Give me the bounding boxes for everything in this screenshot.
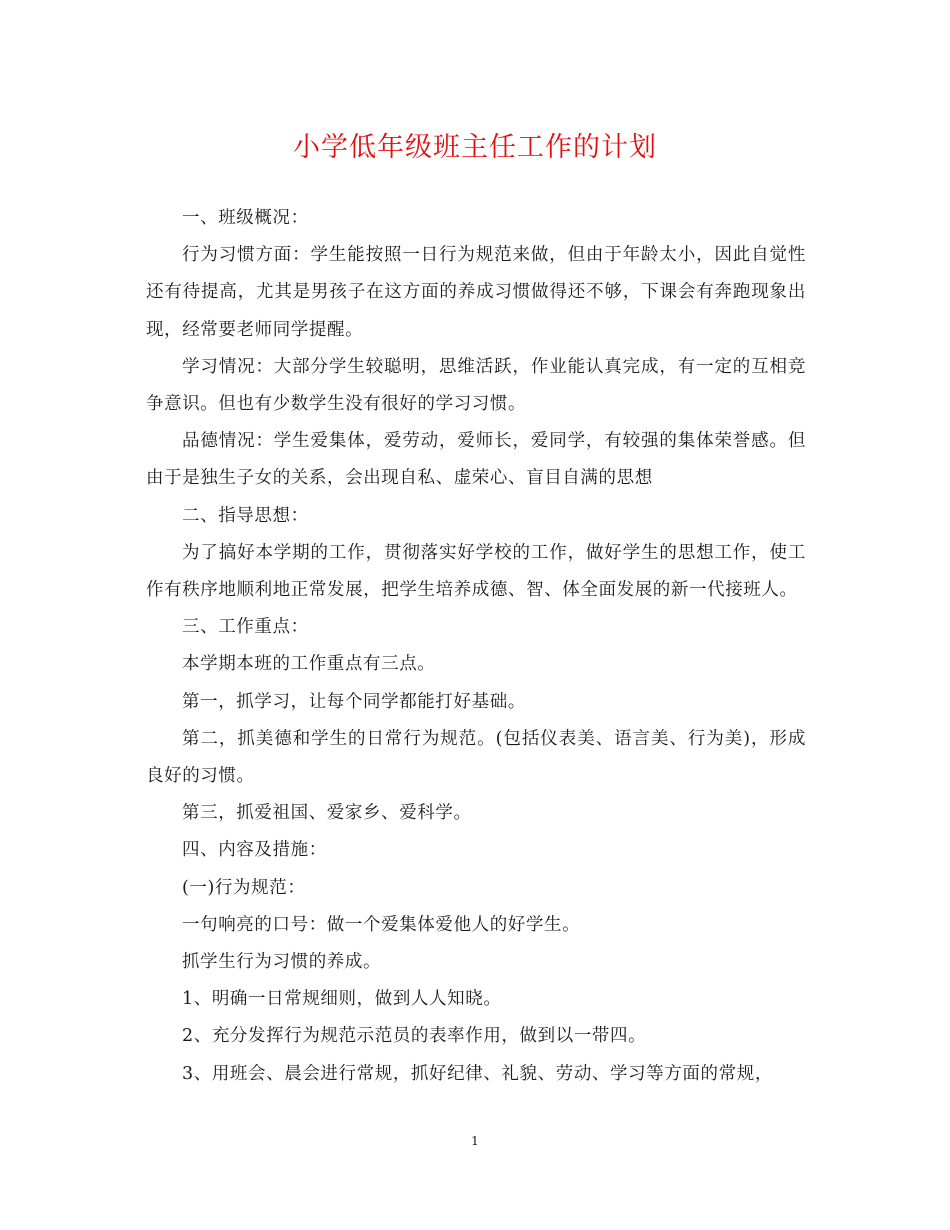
paragraph-focus-1: 第一，抓学习，让每个同学都能打好基础。 — [182, 691, 526, 712]
paragraph-behavior-habits: 行为习惯方面：学生能按照一日行为规范来做，但由于年龄太小，因此自觉性还有待提高，尤其是男孩子在这方面的养成习惯做得还不够，下课会有奔跑现象出现，经常要老师同学提醒。 — [146, 245, 806, 340]
paragraph-study-situation: 学习情况：大部分学生较聪明，思维活跃，作业能认真完成，有一定的互相竞争意识。但也有少数学生没有很好的学习习惯。 — [146, 356, 806, 415]
paragraph-focus-3: 第三，抓爱祖国、爱家乡、爱科学。 — [182, 803, 472, 824]
section-heading-1: 一、班级概况： — [182, 208, 309, 228]
paragraph-habit-formation: 抓学生行为习惯的养成。 — [182, 952, 382, 973]
subsection-heading-1: (一)行为规范： — [182, 877, 306, 898]
paragraph-moral-situation: 品德情况：学生爱集体，爱劳动，爱师长，爱同学，有较强的集体荣誉感。但由于是独生子女的关系，会出现自私、虚荣心、盲目自满的思想 — [146, 431, 806, 489]
paragraph-focus-2: 第二，抓美德和学生的日常行为规范。(包括仪表美、语言美、行为美)，形成良好的习惯。 — [146, 728, 806, 787]
page-number: 1 — [471, 1134, 479, 1148]
document-title: 小学低年级班主任工作的计划 — [293, 132, 657, 163]
section-heading-2: 二、指导思想： — [182, 505, 309, 526]
document-body — [146, 200, 806, 1093]
paragraph-slogan: 一句响亮的口号：做一个爱集体爱他人的好学生。 — [182, 914, 581, 935]
paragraph-guiding-idea: 为了搞好本学期的工作，贯彻落实好学校的工作，做好学生的思想工作，使工作有秩序地顺利地正常发展，把学生培养成德、智、体全面发展的新一代接班人。 — [146, 542, 806, 601]
list-item-2: 2、充分发挥行为规范示范员的表率作用，做到以一带四。 — [182, 1026, 647, 1047]
section-heading-3: 三、工作重点： — [182, 617, 309, 638]
section-heading-4: 四、内容及措施： — [182, 840, 327, 861]
paragraph-focus-intro: 本学期本班的工作重点有三点。 — [182, 654, 436, 675]
list-item-1: 1、明确一日常规细则，做到人人知晓。 — [182, 989, 502, 1010]
list-item-3: 3、用班会、晨会进行常规，抓好纪律、礼貌、劳动、学习等方面的常规， — [182, 1063, 773, 1084]
